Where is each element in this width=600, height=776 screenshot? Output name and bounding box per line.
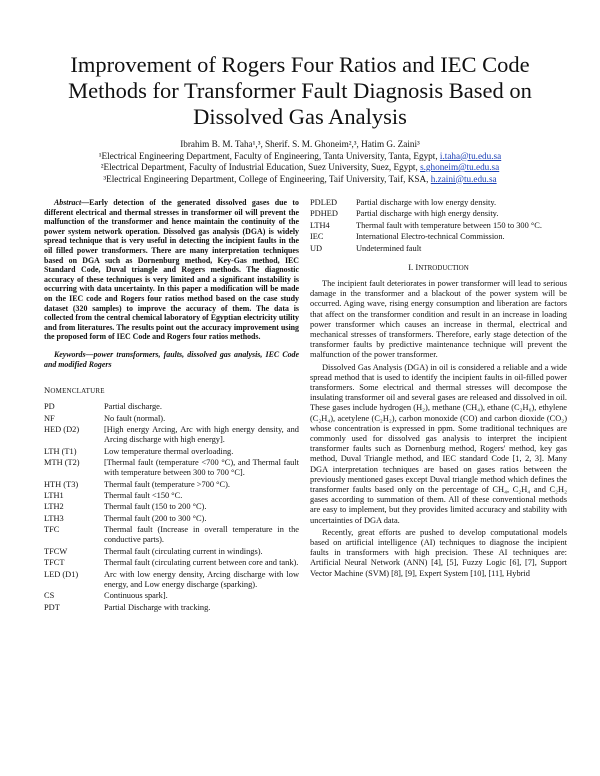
nomenclature-row: LTH (T1) Low temperature thermal overloading. [44,446,234,456]
intro-paragraph-3: Recently, great efforts are pushed to develop computational models based on artificial intelligence (AI) techniques to diagnose the incipient faults in transformers with high precision. These AI techniques are: Artificial Neural Network (ANN) [4], [5], Fuzzy Logic [6], [7], Support Vector Machine (SVM) [8], [9], Expert System [10], [11], Hybrid [310,527,567,578]
nomenclature-row: TFCW Thermal fault (circulating current in windings). [44,546,263,556]
abstract-text: —Early detection of the generated dissolved gases due to different electrical and thermal stresses in transformer oil will prevent the malfunction of the transformer and hence maintain the continuity of the power system network operation. Dissolved gas analysis (DGA) is widely spread technique that is very useful in detecting the incipient faults in the oil filled power transformers. There are many interpretation techniques based on DGA such as Dornenburg method, Key-Gas method, IEC Standard Code, Duval triangle and Rogers methods. The diagnostic accuracy of these techniques is very limited and a significant instability is occurring with data uncertainty. In this paper a modification will be made on the IEC code and Rogers four ratios method based on the case study dataset (320 samples) to improve the accuracy of them. The data is collected from the central chemical laboratory of Egyptian electricity utility and from literatures. The results point out the accuracy improvement using the proposed form of IEC Code and Rogers four ratios methods. [44,198,299,342]
nomenclature-list-continued [310,198,567,254]
nomenclature-row: PD Partial discharge. [44,402,162,412]
nomenclature-row: LTH2 Thermal fault (150 to 200 °C). [44,502,207,512]
nomenclature-row: TFCT Thermal fault (circulating current between core and tank). [44,558,299,568]
intro-paragraph-2: Dissolved Gas Analysis (DGA) in oil is considered a reliable and a wide spread method that is used to identify the incipient faults in oil-filled power transformers. Some electrical and thermal stresses will decompose the insulating transformer oil and several gases are released and dissolved in oil. These gases include hydrogen (H₂), methane (CH₄), ethane (C₂H₆), ethylene (C₂H₄), acetylene (C₂H₂), carbon monoxide (CO) and carbon dioxide (CO₂) whose concentration is expressed in ppm. Some traditional techniques are commonly used for dissolved gas analysis to interpret the incipient transformer faults such as Dornenburg method, Rogers' method, key gas method, Duval Triangle method, and IEC standard Code [1, 2, 3]. Many DGA interpretation techniques are based on gases ratios between the previously mentioned gases except Duval triangle method which defines the transformer faults based only on the percentage of CH₄, C₂H₄ and C₂H₂ gases according to summation of them. All of these conventional methods are easy to implement, but they provides limited accuracy and stability with uncertainties of DGA data. [310,362,567,525]
nomenclature-row: CS Continuous spark]. [44,591,168,601]
affiliation-3: ³Electrical Engineering Department, College of Engineering, Taif University, Taif, KSA, h.zaini@tu.edu.sa [103,173,497,184]
nomenclature-row: MTH (T2) [Thermal fault (temperature <700 °C), and Thermal fault with temperature between 300 to 700 °C]. [44,458,299,478]
nomenclature-row: NF No fault (normal). [44,413,166,423]
affiliation-1: ¹Electrical Engineering Department, Faculty of Engineering, Tanta University, Tanta, Egypt, i.taha@tu.edu.sa [98,150,502,161]
email-link-1[interactable]: i.taha@tu.edu.sa [439,150,502,161]
nomenclature-row: TFC Thermal fault (Increase in overall temperature in the conductive parts). [44,525,299,545]
nomenclature-row: HED (D2) [High energy Arcing, Arc with high energy density, and Arcing discharge with high energy]. [44,425,299,445]
nomenclature-row: LTH1 Thermal fault <150 °C. [44,491,183,501]
nomenclature-heading: NOMENCLATURE [44,385,105,396]
right-column [310,198,567,579]
section-heading-introduction: I. INTRODUCTION [408,261,469,272]
intro-paragraph-1: The incipient fault deteriorates in power transformer will lead to serious damage in the transformer and a blackout of the power system will be occurred. Aging wave, rising energy consumption and liberation are factors that affect on the transformer condition and result in an increase in loading power transformer which causes an increase in thermal, electrical and mechanical stresses of transformers. Therefore, early stage detection of the transformer faults by predictive maintenance technique will prevent the malfunction of the power transformer. [310,278,567,360]
nomenclature-list [44,402,299,612]
paper-title: Improvement of Rogers Four Ratios and IEC Code Methods for Transformer Fault Diagnosis Based on Dissolved Gas Analysis [68,52,532,129]
email-link-2[interactable]: s.ghoneim@tu.edu.sa [420,162,500,172]
author-block [30,139,570,185]
author-names: Ibrahim B. M. Taha¹,³, Sherif. S. M. Ghoneim²,³, Hatim G. Zaini³ [180,139,420,149]
nomenclature-row: PDT Partial Discharge with tracking. [44,602,211,612]
nomenclature-row: LED (D1) Arc with low energy density, Arcing discharge with low energy, and Low energy discharge (sparking). [44,569,299,589]
email-link-3[interactable]: h.zaini@tu.edu.sa [430,173,497,184]
nomenclature-row: PDHED Partial discharge with high energy density. [310,209,499,219]
nomenclature-row: UD Undetermined fault [310,243,422,253]
nomenclature-row: PDLED Partial discharge with low energy density. [310,198,497,207]
nomenclature-row: IEC International Electro-technical Commission. [310,232,505,242]
nomenclature-row: LTH3 Thermal fault (200 to 300 °C). [44,513,207,523]
keywords: Keywords—power transformers, faults, dissolved gas analysis, IEC Code and modified Rogers [44,349,299,369]
left-column [44,198,299,614]
abstract [44,198,299,342]
nomenclature-row: LTH4 Thermal fault with temperature between 150 to 300 °C. [310,220,542,230]
nomenclature-row: HTH (T3) Thermal fault (temperature >700 °C). [44,479,230,489]
abstract-label: Abstract [54,198,82,207]
affiliation-2: ²Electrical Department, Faculty of Industrial Education, Suez University, Suez, Egypt, s.ghoneim@tu.edu.sa [100,162,500,172]
